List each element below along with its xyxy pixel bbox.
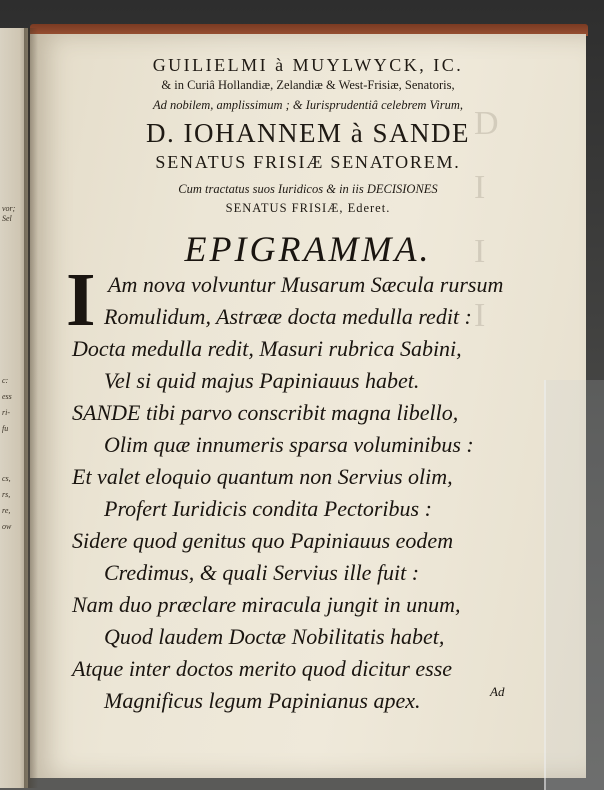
verse-line: Profert Iuridicis condita Pectoribus :: [104, 496, 432, 521]
verse-line: Vel si quid majus Papiniauus habet.: [104, 368, 420, 393]
occasion-line: SENATUS FRISIÆ, Ederet.: [225, 201, 391, 215]
facing-page-fragment: rs,: [2, 490, 11, 499]
display-glass-reflection: [544, 380, 604, 790]
verse-line: Atque inter doctos merito quod dicitur esse: [72, 656, 453, 681]
facing-page-fragment: vor;: [2, 204, 16, 213]
facing-page-fragment: cs,: [2, 474, 11, 483]
verse-line: Quod laudem Doctæ Nobilitatis habet,: [104, 624, 445, 649]
verse-line: Docta medulla redit, Masuri rubrica Sabini,: [72, 336, 462, 361]
verse-line: Romulidum, Astrææ docta medulla redit :: [104, 304, 472, 329]
senator-line: SENATUS FRISIÆ SENATOREM.: [155, 152, 461, 172]
dedication-line: Ad nobilem, amplissimum ; & Iurisprudentiâ celebrem Virum,: [152, 98, 464, 112]
facing-page-fragment: ess: [2, 392, 12, 401]
facing-page-fragment: ri-: [2, 408, 10, 417]
addressee-line: D. IOHANNEM à SANDE: [146, 118, 470, 148]
facing-page-fragment: Sel: [2, 214, 12, 223]
verse-line: SANDE tibi parvo conscribit magna libello,: [72, 400, 459, 425]
verse-line: Magnificus legum Papinianus apex.: [104, 688, 421, 713]
curia-line: & in Curiâ Hollandiæ, Zelandiæ & West-Frisiæ, Senatoris,: [161, 78, 455, 92]
show-through-text: D I I I: [474, 105, 499, 334]
occasion-line: Cum tractatus suos Iuridicos & in iis DECISIONES: [178, 182, 438, 196]
facing-page-fragment: re,: [2, 506, 11, 515]
verse-line: Sidere quod genitus quo Papiniauus eodem: [72, 528, 454, 553]
facing-page-fragment: fu: [2, 424, 9, 433]
drop-cap: I: [66, 258, 96, 342]
verse-line: Credimus, & quali Servius ille fuit :: [104, 560, 420, 585]
verse-line: Nam duo præclare miracula jungit in unum,: [72, 592, 461, 617]
verse-line: Olim quæ innumeris sparsa voluminibus :: [104, 432, 474, 457]
author-line: GUILIELMI à MUYLWYCK, IC.: [152, 55, 464, 75]
poem-title: EPIGRAMMA.: [184, 229, 432, 269]
catchword: Ad: [490, 684, 505, 699]
verse-line: Am nova volvuntur Musarum Sæcula rursum: [108, 272, 504, 297]
facing-page-fragment: c:: [2, 376, 9, 385]
facing-page-fragment: ow: [2, 522, 12, 531]
verse-line: Et valet eloquio quantum non Servius olim,: [72, 464, 453, 489]
